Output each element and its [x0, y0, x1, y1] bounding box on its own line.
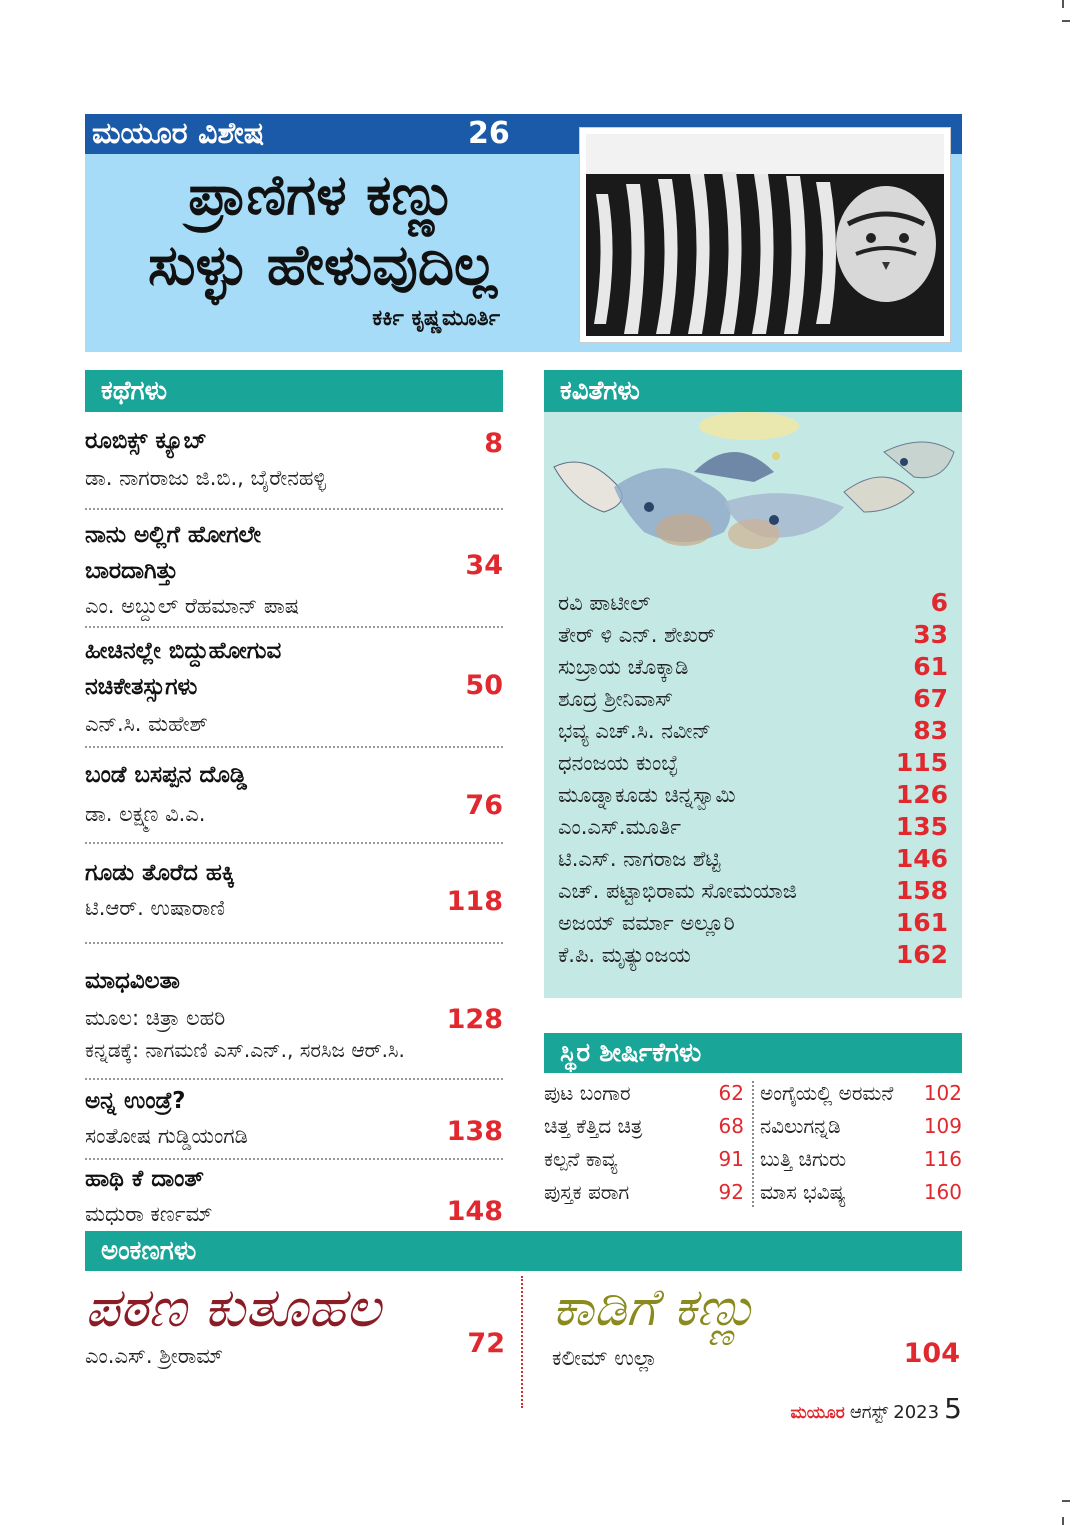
poem-entry[interactable]	[558, 939, 948, 971]
poet-name: ಎಚ್. ಪಟ್ಟಾಭಿರಾಮ ಸೋಮಯಾಜಿ	[558, 879, 797, 903]
regular-page-number: 160	[923, 1180, 962, 1204]
regular-entry[interactable]	[760, 1176, 962, 1209]
crop-mark	[1062, 0, 1064, 8]
poet-name: ಶೂದ್ರ ಶ್ರೀನಿವಾಸ್	[558, 687, 674, 711]
poem-entry[interactable]	[558, 843, 948, 875]
poems-list	[544, 587, 962, 977]
column-page-number: 104	[903, 1338, 960, 1369]
regular-page-number: 102	[923, 1081, 962, 1105]
story-title: ರೂಬಿಕ್ಸ್ ಕ್ಯೂಬ್	[85, 428, 207, 454]
column-entry[interactable]	[552, 1276, 960, 1386]
poem-entry[interactable]	[558, 715, 948, 747]
regular-title: ಕಲ್ಪನೆ ಕಾವ್ಯ	[544, 1147, 618, 1171]
poem-entry[interactable]	[558, 587, 948, 619]
story-entry[interactable]	[85, 846, 503, 942]
story-entry[interactable]	[85, 750, 503, 840]
story-title: ನಾನು ಅಲ್ಲಿಗೆ ಹೋಗಲೇ	[85, 522, 261, 548]
story-author: ಮೂಲ: ಚಿತ್ರಾ ಲಹರಿ	[85, 1006, 226, 1030]
story-entry[interactable]	[85, 952, 503, 1072]
regular-page-number: 109	[923, 1114, 962, 1138]
poem-page-number: 67	[913, 684, 948, 713]
story-title: ಮಾಧವಿಲತಾ	[85, 968, 180, 994]
story-page-number: 138	[446, 1116, 503, 1147]
stories-list	[85, 412, 503, 1232]
crop-mark	[1062, 20, 1070, 22]
story-title: ಬಂಡೆ ಬಸಪ್ಪನ ದೊಡ್ಡಿ	[85, 762, 247, 788]
poem-entry[interactable]	[558, 907, 948, 939]
footer-page-number: 5	[944, 1392, 962, 1425]
divider	[85, 508, 503, 510]
story-author: ಟಿ.ಆರ್. ಉಷಾರಾಣಿ	[85, 896, 226, 920]
poet-name: ಧನಂಜಯ ಕುಂಬ್ಳೆ	[558, 751, 678, 775]
story-entry[interactable]	[85, 420, 503, 508]
poem-entry[interactable]	[558, 747, 948, 779]
poem-entry[interactable]	[558, 811, 948, 843]
feature-title-line2: ಸುಳ್ಳು ಹೇಳುವುದಿಲ್ಲ	[148, 233, 497, 298]
page-footer	[700, 1392, 962, 1432]
crop-mark	[1062, 1500, 1070, 1502]
regular-page-number: 116	[923, 1147, 962, 1171]
poem-entry[interactable]	[558, 875, 948, 907]
poet-name: ತೇರ್ ಳಿ ಎನ್. ಶೇಖರ್	[558, 623, 716, 647]
poem-page-number: 83	[913, 716, 948, 745]
poem-page-number: 161	[895, 908, 948, 937]
story-author: ಡಾ. ನಾಗರಾಜು ಜಿ.ಬಿ., ಬೈರೇನಹಳ್ಳಿ	[85, 466, 327, 490]
regular-title: ಪುಟ ಬಂಗಾರ	[544, 1081, 631, 1105]
story-page-number: 34	[465, 550, 503, 581]
story-author: ಸಂತೋಷ ಗುಡ್ಡಿಯಂಗಡಿ	[85, 1124, 248, 1148]
poet-name: ರವಿ ಪಾಟೀಲ್	[558, 591, 651, 615]
poet-name: ಎಂ.ಎಸ್.ಮೂರ್ತಿ	[558, 815, 681, 839]
story-page-number: 8	[484, 428, 503, 459]
column-author: ಎಂ.ಎಸ್. ಶ್ರೀರಾಮ್	[85, 1344, 224, 1368]
feature-author: ಕರ್ಕಿ ಕೃಷ್ಣಮೂರ್ತಿ	[372, 306, 500, 331]
divider	[85, 626, 503, 628]
watercolor-illustration	[544, 412, 962, 562]
regular-page-number: 92	[718, 1180, 744, 1204]
regular-entry[interactable]	[544, 1110, 744, 1143]
regular-title: ನವಿಲುಗನ್ನಡಿ	[760, 1114, 841, 1138]
story-translator: ಕನ್ನಡಕ್ಕೆ: ನಾಗಮಣಿ ಎಸ್.ಎನ್., ಸರಸಿಜ ಆರ್.ಸಿ.	[85, 1038, 405, 1062]
stories-header: ಕಥೆಗಳು	[85, 370, 503, 412]
divider	[85, 942, 503, 944]
regular-title: ಚಿತ್ತ ಕೆತ್ತಿದ ಚಿತ್ರ	[544, 1114, 643, 1138]
poem-page-number: 126	[895, 780, 948, 809]
poet-name: ಭವ್ಯ ಎಚ್.ಸಿ. ನವೀನ್	[558, 719, 711, 743]
tiger-illustration	[586, 134, 944, 336]
poem-entry[interactable]	[558, 779, 948, 811]
poem-page-number: 162	[895, 940, 948, 969]
poem-page-number: 115	[895, 748, 948, 777]
feature-page-number: 26	[468, 116, 510, 151]
poem-page-number: 135	[895, 812, 948, 841]
footer-year: 2023	[893, 1402, 940, 1423]
story-page-number: 76	[465, 790, 503, 821]
poem-entry[interactable]	[558, 651, 948, 683]
regular-title: ಮಾಸ ಭವಿಷ್ಯ	[760, 1180, 846, 1204]
footer-month: ಆಗಸ್ಟ್	[849, 1402, 889, 1423]
regular-entry[interactable]	[544, 1077, 744, 1110]
columns-header: ಅಂಕಣಗಳು	[85, 1231, 962, 1271]
feature-title-line1: ಪ್ರಾಣಿಗಳ ಕಣ್ಣು	[188, 163, 457, 228]
divider	[85, 1158, 503, 1160]
poem-page-number: 6	[930, 588, 948, 617]
poet-name: ಟಿ.ಎಸ್. ನಾಗರಾಜ ಶೆಟ್ಟಿ	[558, 847, 721, 871]
story-title: ಹೀಚಿನಲ್ಲೇ ಬಿದ್ದುಹೋಗುವ	[85, 638, 282, 664]
divider	[85, 1078, 503, 1080]
column-title-logo: ಪಠಣ ಕುತೂಹಲ	[85, 1276, 381, 1339]
story-author: ಮಧುರಾ ಕರ್ಣಮ್	[85, 1202, 213, 1226]
poem-entry[interactable]	[558, 683, 948, 715]
regular-list	[544, 1077, 962, 1211]
story-author: ಎಂ. ಅಬ್ದುಲ್ ರೆಹಮಾನ್ ಪಾಷ	[85, 594, 300, 618]
story-page-number: 148	[446, 1196, 503, 1227]
column-page-number: 72	[467, 1328, 505, 1359]
regular-entry[interactable]	[544, 1143, 744, 1176]
story-page-number: 118	[446, 886, 503, 917]
regular-entry[interactable]	[544, 1176, 744, 1209]
poems-box	[544, 412, 962, 998]
story-title-line2: ಬಾರದಾಗಿತ್ತು	[85, 558, 179, 584]
story-entry[interactable]	[85, 512, 503, 624]
regular-title: ಅಂಗೈಯಲ್ಲಿ ಅರಮನೆ	[760, 1081, 894, 1105]
story-entry[interactable]	[85, 1162, 503, 1232]
regular-entry[interactable]	[760, 1110, 962, 1143]
crop-mark	[1062, 1517, 1064, 1525]
tiger-image	[580, 128, 950, 342]
regular-page-number: 68	[718, 1114, 744, 1138]
column-title-logo: ಕಾಡಿಗೆ ಕಣ್ಣು	[552, 1278, 758, 1338]
column-author: ಕಲೀಮ್ ಉಲ್ಲಾ	[552, 1346, 658, 1370]
column-entry[interactable]	[85, 1276, 505, 1386]
regular-title: ಪುಸ್ತಕ ಪರಾಗ	[544, 1180, 630, 1204]
poem-page-number: 158	[895, 876, 948, 905]
poem-page-number: 33	[913, 620, 948, 649]
story-title: ಅನ್ನ ಉಂಡ್ರೆ?	[85, 1088, 186, 1114]
feature-label: ಮಯೂರ ವಿಶೇಷ	[92, 116, 265, 151]
story-title: ಗೂಡು ತೊರೆದ ಹಕ್ಕಿ	[85, 860, 235, 886]
story-title-line2: ನಚಿಕೇತಸ್ಸುಗಳು	[85, 674, 198, 700]
poem-entry[interactable]	[558, 619, 948, 651]
poet-name: ಮೂಡ್ನಾಕೂಡು ಚಿನ್ನಸ್ವಾಮಿ	[558, 783, 736, 807]
poet-name: ಅಜಯ್ ವರ್ಮಾ ಅಲ್ಲೂರಿ	[558, 911, 735, 935]
regular-divider	[752, 1081, 754, 1207]
poems-header: ಕವಿತೆಗಳು	[544, 370, 962, 412]
footer-brand: ಮಯೂರ	[790, 1403, 845, 1423]
poem-page-number: 61	[913, 652, 948, 681]
columns-divider	[521, 1276, 523, 1408]
story-title: ಹಾಥಿ ಕೆ ದಾಂತ್	[85, 1166, 205, 1192]
poem-page-number: 146	[895, 844, 948, 873]
regular-header: ಸ್ಥಿರ ಶೀರ್ಷಿಕೆಗಳು	[544, 1033, 962, 1073]
regular-page-number: 62	[718, 1081, 744, 1105]
divider	[85, 746, 503, 748]
poet-name: ಕೆ.ಪಿ. ಮೃತ್ಯುಂಜಯ	[558, 943, 691, 967]
regular-entry[interactable]	[760, 1077, 962, 1110]
story-page-number: 128	[446, 1004, 503, 1035]
story-author: ಡಾ. ಲಕ್ಷ್ಮಣ ವಿ.ಎ.	[85, 802, 206, 826]
story-author: ಎನ್.ಸಿ. ಮಹೇಶ್	[85, 712, 208, 736]
poet-name: ಸುಬ್ರಾಯ ಚೊಕ್ಕಾಡಿ	[558, 655, 689, 679]
story-entry[interactable]	[85, 1082, 503, 1158]
story-page-number: 50	[465, 670, 503, 701]
divider	[85, 842, 503, 844]
story-entry[interactable]	[85, 630, 503, 744]
regular-page-number: 91	[718, 1147, 744, 1171]
regular-title: ಬುತ್ತಿ ಚಿಗುರು	[760, 1147, 847, 1171]
regular-entry[interactable]	[760, 1143, 962, 1176]
